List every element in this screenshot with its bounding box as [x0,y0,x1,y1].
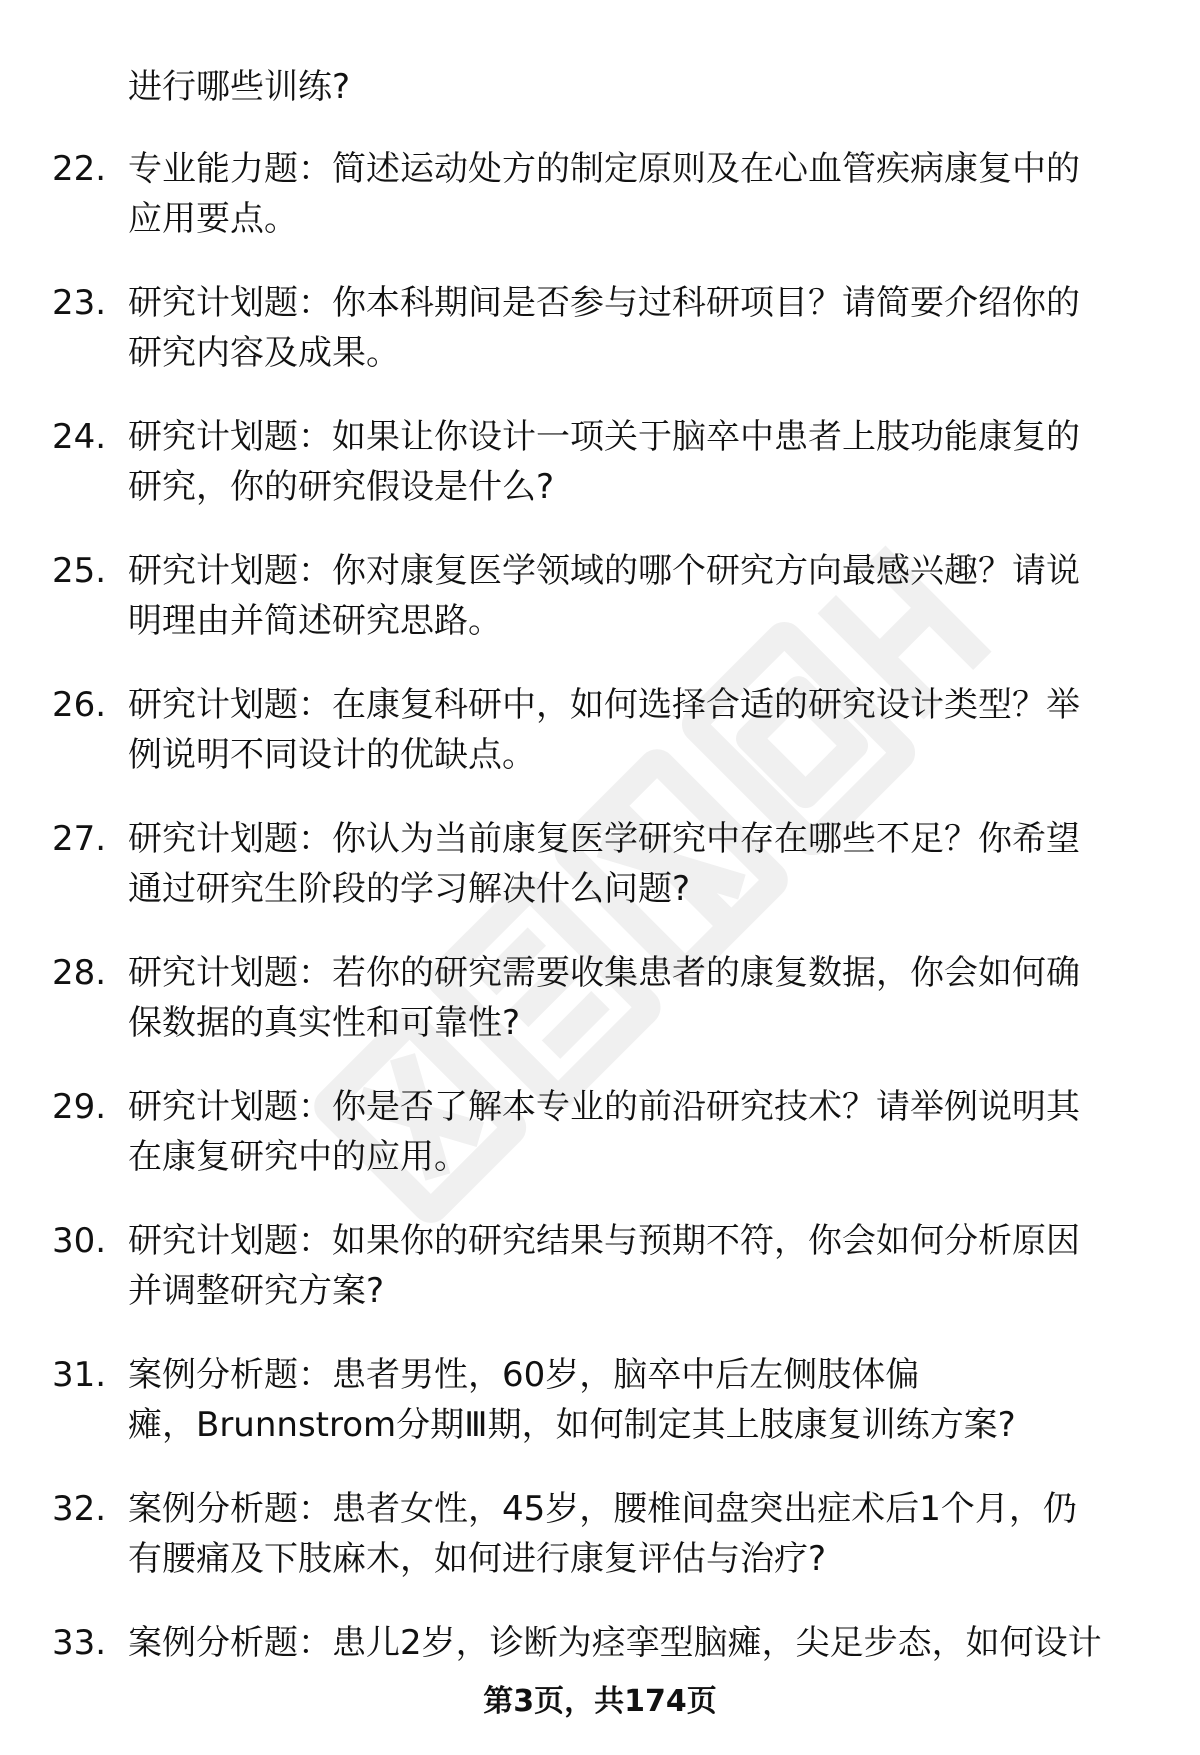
question-line: 研究计划题：如果你的研究结果与预期不符，你会如何分析原因 [128,1221,1080,1261]
question-line: 案例分析题：患者男性，60岁，脑卒中后左侧肢体偏 [128,1355,920,1395]
question-list [0,144,1200,1752]
question-item [0,1350,1200,1484]
question-text [128,1484,1148,1584]
question-text [128,680,1148,780]
page-footer: 第3页，共174页 [483,1684,717,1719]
question-line: 案例分析题：患者女性，45岁，腰椎间盘突出症术后1个月，仍 [128,1489,1077,1529]
question-number: 31. [52,1355,107,1395]
question-item [0,814,1200,948]
question-line: 保数据的真实性和可靠性? [128,1003,521,1043]
question-item [0,1484,1200,1618]
question-line: 在康复研究中的应用。 [128,1137,468,1177]
question-text [128,948,1148,1048]
question-line: 瘫，Brunnstrom分期Ⅲ期，如何制定其上肢康复训练方案? [128,1405,1016,1445]
question-line: 研究计划题：在康复科研中，如何选择合适的研究设计类型？举 [128,685,1080,725]
question-text [128,546,1148,646]
question-line: 例说明不同设计的优缺点。 [128,735,536,775]
question-line: 研究内容及成果。 [128,333,400,373]
question-item [0,144,1200,278]
question-number: 27. [52,819,107,859]
question-number: 33. [52,1623,107,1663]
question-line: 明理由并简述研究思路。 [128,601,502,641]
question-line: 案例分析题：患儿2岁，诊断为痉挛型脑瘫，尖足步态，如何设计 [128,1623,1102,1663]
question-line: 研究计划题：若你的研究需要收集患者的康复数据，你会如何确 [128,953,1080,993]
question-item [0,546,1200,680]
question-text [128,412,1148,512]
question-number: 25. [52,551,107,591]
question-line: 研究，你的研究假设是什么? [128,467,555,507]
question-item [0,1082,1200,1216]
question-line: 研究计划题：如果让你设计一项关于脑卒中患者上肢功能康复的 [128,417,1080,457]
question-text [128,144,1148,244]
question-number: 23. [52,283,107,323]
question-text [128,1082,1148,1182]
question-text [128,278,1148,378]
question-line: 并调整研究方案? [128,1271,385,1311]
question-item [0,948,1200,1082]
question-line: 有腰痛及下肢麻木，如何进行康复评估与治疗? [128,1539,827,1579]
question-number: 30. [52,1221,107,1261]
question-text [128,1216,1148,1316]
question-item [0,278,1200,412]
question-line: 应用要点。 [128,199,298,239]
question-number: 22. [52,149,107,189]
question-line: 研究计划题：你认为当前康复医学研究中存在哪些不足？你希望 [128,819,1080,859]
question-line: 研究计划题：你是否了解本专业的前沿研究技术？请举例说明其 [128,1087,1080,1127]
question-number: 29. [52,1087,107,1127]
question-number: 24. [52,417,107,457]
question-text [128,1350,1148,1450]
question-item [0,1216,1200,1350]
question-text [128,1618,1148,1668]
question-line: 专业能力题：简述运动处方的制定原则及在心血管疾病康复中的 [128,149,1080,189]
question-line: 研究计划题：你对康复医学领域的哪个研究方向最感兴趣？请说 [128,551,1080,591]
question-line: 研究计划题：你本科期间是否参与过科研项目？请简要介绍你的 [128,283,1080,323]
question-item [0,412,1200,546]
question-number: 28. [52,953,107,993]
continuation-text: 进行哪些训练? [128,67,351,107]
question-text [128,814,1148,914]
question-line: 通过研究生阶段的学习解决什么问题? [128,869,691,909]
question-number: 26. [52,685,107,725]
question-item [0,680,1200,814]
question-number: 32. [52,1489,107,1529]
